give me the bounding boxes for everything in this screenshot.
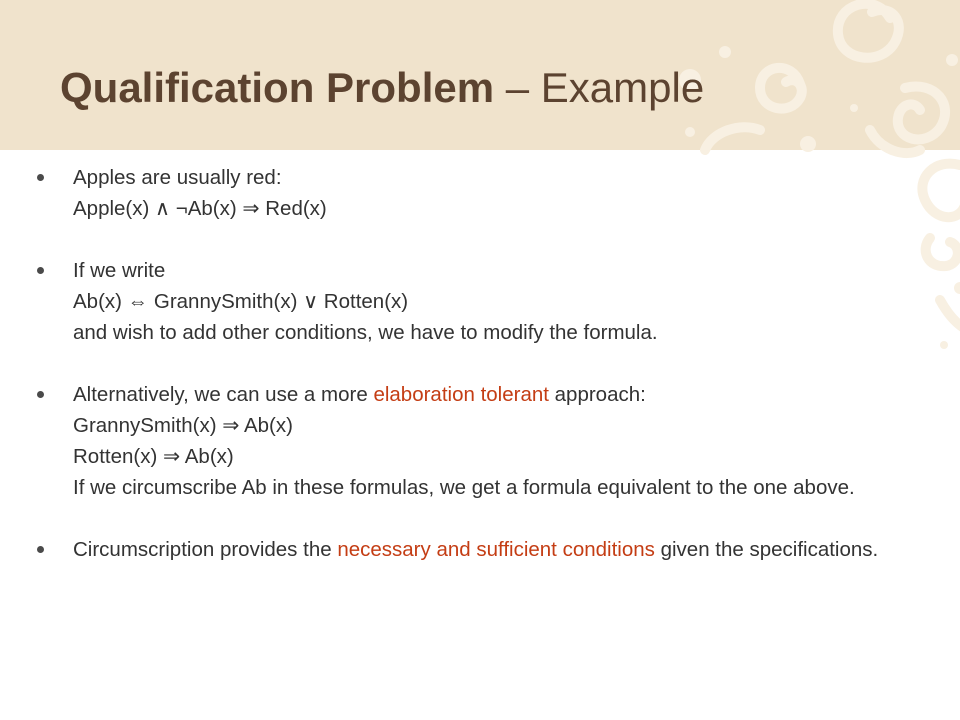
bullet-list — [37, 162, 907, 565]
bullet-intro-line — [73, 379, 907, 410]
bullet-apples-red — [37, 162, 907, 224]
formula-line: Apple(x) ∧ ¬Ab(x) ⇒ Red(x) — [73, 197, 327, 220]
intro-text-end: approach: — [548, 383, 646, 406]
bullet-text-end: given the specifications. — [654, 538, 879, 561]
highlight-elaboration-tolerant: elaboration tolerant — [373, 383, 549, 406]
bullet-if-we-write — [37, 255, 907, 348]
bullet-dot-icon — [37, 174, 44, 181]
slide-title — [60, 58, 704, 118]
formula-line: Rotten(x) ⇒ Ab(x) — [73, 445, 234, 468]
formula-line: GrannySmith(x) ⇒ Ab(x) — [73, 414, 293, 437]
formula-line: Ab(x) ⇔ GrannySmith(x) ∨ Rotten(x) — [73, 290, 409, 313]
highlight-necessary-sufficient: necessary and sufficient conditions — [337, 538, 655, 561]
bullet-line — [73, 534, 907, 565]
title-main: Qualification Problem — [60, 64, 495, 111]
bullet-line: and wish to add other conditions, we have to modify the formula. — [73, 321, 658, 344]
bullet-line: If we write — [73, 259, 166, 282]
bullet-alternatively — [37, 379, 907, 503]
title-suffix: – Example — [494, 64, 705, 111]
bullet-dot-icon — [37, 267, 44, 274]
bullet-dot-icon — [37, 546, 44, 553]
bullet-circumscription — [37, 534, 907, 565]
bullet-text: Circumscription provides the — [73, 538, 338, 561]
intro-text: Alternatively, we can use a more — [73, 383, 374, 406]
bullet-line: If we circumscribe Ab in these formulas, we get a formula equivalent to the one above. — [73, 476, 855, 499]
bullet-line: Apples are usually red: — [73, 166, 282, 189]
bullet-dot-icon — [37, 391, 44, 398]
